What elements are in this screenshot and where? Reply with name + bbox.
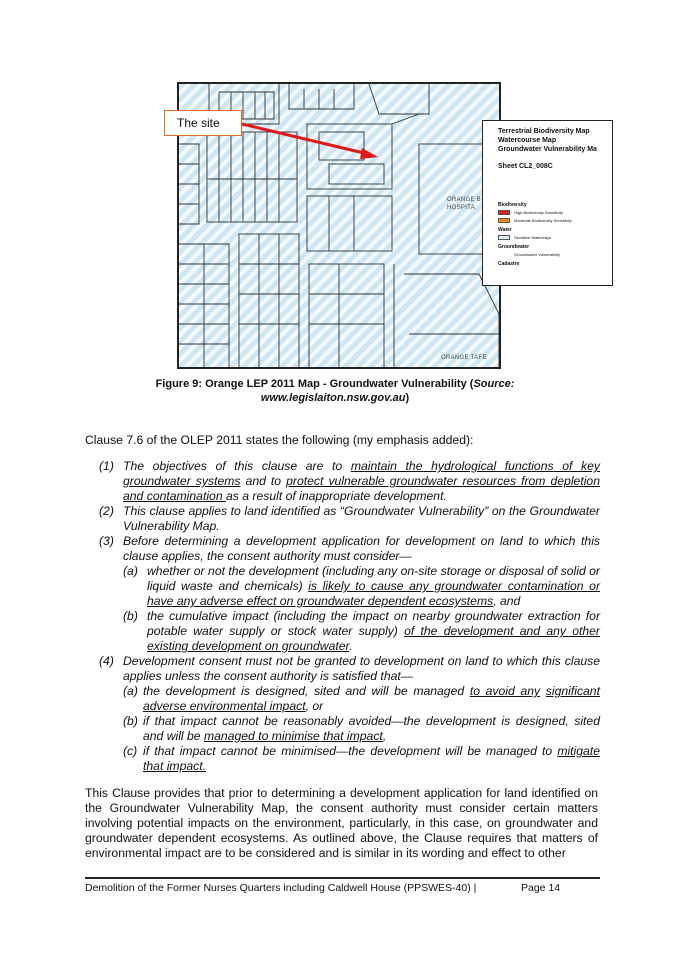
subclause-item: (a) the development is designed, sited and will be managed to avoid any significant adverse environmental impact, or (123, 684, 600, 713)
subclause-item: (b) the cumulative impact (including the impact on nearby groundwater extraction for potable water supply or stock water supply) of the development and any other existing development on groundwater. (123, 609, 600, 653)
legend-swatch (498, 210, 510, 215)
clause-item: (1) The objectives of this clause are to maintain the hydrological functions of key groundwater systems and to protect vulnerable groundwater resources from depletion and contamination as a result of inappropriate development. (99, 459, 600, 503)
intro-text: Clause 7.6 of the OLEP 2011 states the following (my emphasis added): (85, 433, 474, 447)
site-label: The site (164, 110, 242, 136)
legend-title-2: Watercourse Map (498, 137, 557, 144)
legend-swatch (498, 252, 510, 257)
footer-title: Demolition of the Former Nurses Quarters including Caldwell House (PPSWES-40) | (85, 882, 477, 894)
page-number: Page 14 (521, 882, 561, 894)
map-legend (482, 120, 613, 286)
legend-row: Sensitive Waterways (498, 233, 612, 241)
clause-item: (3) Before determining a development application for development on land to which this clause applies, the consent authority must consider— (99, 534, 600, 563)
legend-groundwater: Groundwater (498, 244, 530, 250)
legend-title-1: Terrestrial Biodiversity Map (498, 128, 590, 135)
body-paragraph: This Clause provides that prior to determining a development application for land identified on the Groundwater Vulnerability Map, the consent authority must consider certain matters involving potential impacts on the environment, particularly, in this case, on groundwater and groundwater dependent ecosystems. As outlined above, the Clause requires that matters of environmental impact are to be considered and is similar in its wording and effect to other (85, 786, 598, 860)
subclause-item: (a) whether or not the development (including any on-site storage or disposal of solid or liquid waste and chemicals) is likely to cause any groundwater contamination or have any adverse effect on groundwater dependent ecosystems, and (123, 564, 600, 608)
clause-item: (2) This clause applies to land identified as “Groundwater Vulnerability” on the Groundwater Vulnerability Map. (99, 504, 600, 533)
map-label-hospital: ORANGE B HOSPITA (447, 197, 482, 211)
legend-water: Water (498, 227, 512, 233)
legend-biodiversity: Biodiversity (498, 202, 527, 208)
map-label-tafe: ORANGE TAFE (441, 355, 487, 361)
legend-row: Moderate Biodiversity Sensitivity (498, 216, 612, 224)
legend-cadastre: Cadastre (498, 261, 520, 267)
legend-sheet: Sheet CL2_008C (498, 163, 553, 170)
legend-swatch (498, 235, 510, 240)
footer-rule (85, 877, 600, 879)
figure-caption: Figure 9: Orange LEP 2011 Map - Groundwater Vulnerability (Source: www.legislaiton.nsw.gov.au) (155, 378, 515, 404)
legend-title-3: Groundwater Vulnerability Ma (498, 146, 597, 153)
subclause-item: (c) if that impact cannot be minimised—the development will be managed to mitigate that impact. (123, 744, 600, 773)
clause-list (85, 459, 600, 774)
clause-item: (4) Development consent must not be granted to development on land to which this clause applies unless the consent authority is satisfied that— (99, 654, 600, 683)
subclause-item: (b) if that impact cannot be reasonably avoided—the development is designed, sited and will be managed to minimise that impact, (123, 714, 600, 743)
legend-swatch (498, 218, 510, 223)
legend-row: High Biodiversity Sensitivity (498, 208, 612, 216)
legend-row: Groundwater Vulnerability (498, 250, 612, 258)
